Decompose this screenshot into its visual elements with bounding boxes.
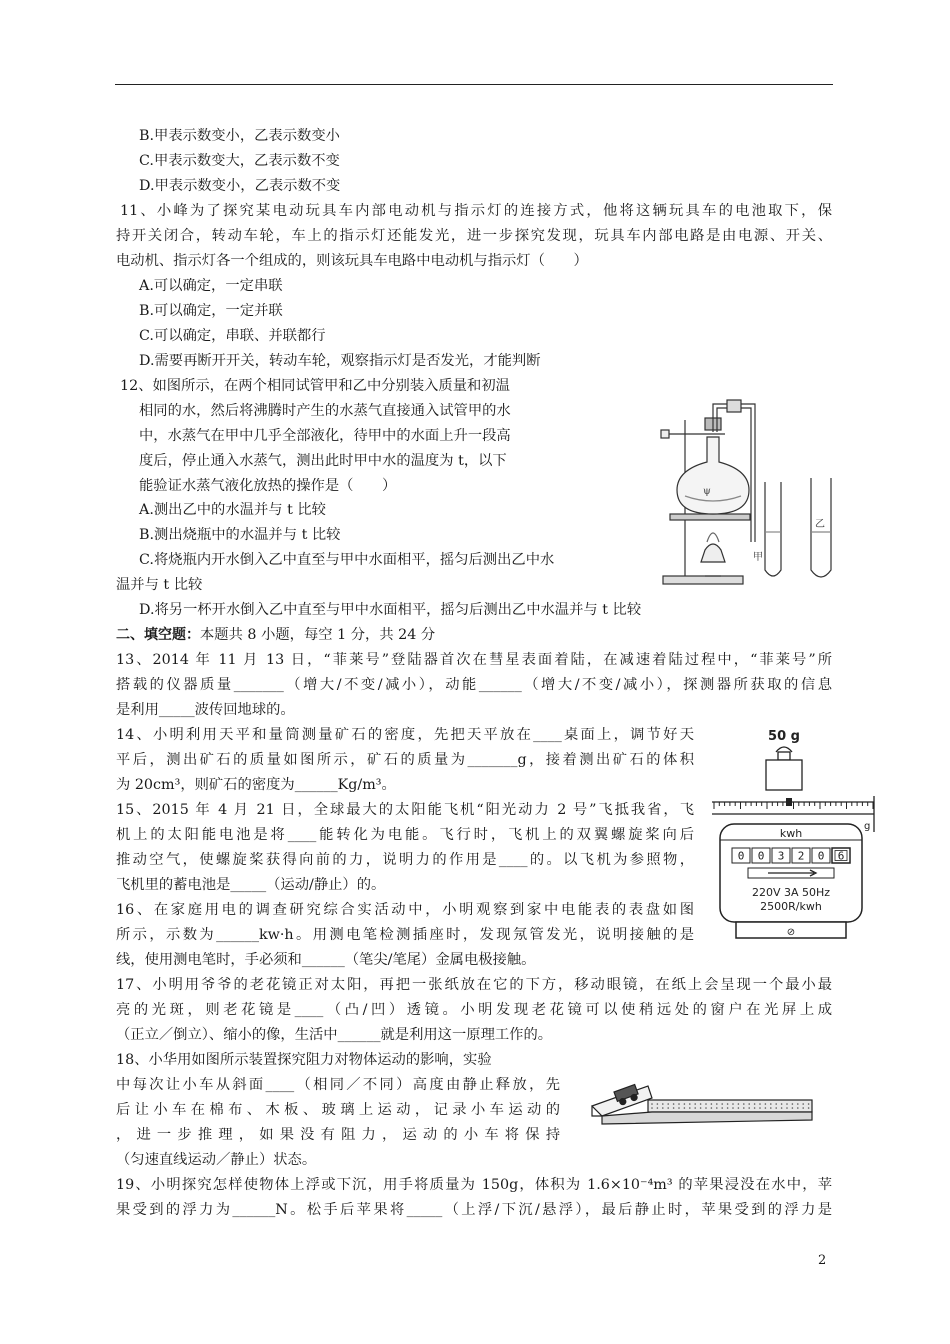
surface-texture-dot <box>673 1107 675 1109</box>
surface-texture-dot <box>770 1107 772 1109</box>
q12-option-b: B.测出烧瓶中的水温并与 t 比较 <box>139 527 341 543</box>
surface-texture-dot <box>759 1107 761 1109</box>
surface-texture-dot <box>765 1107 767 1109</box>
surface-texture-dot <box>667 1107 669 1109</box>
surface-texture-dot <box>651 1107 653 1109</box>
surface-texture-dot <box>797 1103 799 1105</box>
meter-digit: 2 <box>797 849 805 863</box>
surface-texture-dot <box>786 1107 788 1109</box>
surface-texture-dot <box>705 1107 707 1109</box>
surface-texture-dot <box>689 1107 691 1109</box>
surface-texture-dot <box>738 1107 740 1109</box>
section-2-heading <box>116 625 435 645</box>
surface-texture-dot <box>711 1107 713 1109</box>
surface-texture-dot <box>689 1103 691 1105</box>
surface-texture-dot <box>673 1103 675 1105</box>
surface-texture-dot <box>651 1103 653 1105</box>
meter-digit: 3 <box>777 849 785 863</box>
q13-line: 13、2014 年 11 月 13 日，“菲莱号”登陆器首次在彗星表面着陆，在减速着陆过程中，“菲莱号”所 <box>116 652 832 668</box>
q11-stem-line: 11、小峰为了探究某电动玩具车内部电动机与指示灯的连接方式，他将这辆玩具车的电池取下，保 <box>120 203 832 219</box>
q10-option-d: D.甲表示数变小，乙表示数不变 <box>139 178 341 194</box>
header-rule <box>115 84 833 85</box>
surface-texture-dot <box>738 1103 740 1105</box>
q12-stem-line: 能验证水蒸气液化放热的操作是（ ） <box>139 478 397 494</box>
surface-texture-dot <box>765 1103 767 1105</box>
surface-texture-dot <box>792 1107 794 1109</box>
q12-stem-line: 12、如图所示，在两个相同试管甲和乙中分别装入质量和初温 <box>120 378 510 394</box>
surface-texture-dot <box>775 1107 777 1109</box>
surface-texture-dot <box>770 1103 772 1105</box>
q15-line: 推动空气，使螺旋桨获得向前的力，说明力的作用是____的。以飞机为参照物， <box>116 852 694 868</box>
q14-line: 平后，测出矿石的质量如图所示，矿石的质量为_______g，接着测出矿石的体积 <box>116 752 694 768</box>
q13-line: 搭载的仪器质量_______（增大/不变/减小），动能______（增大/不变/减小），探测器所获取的信息 <box>116 677 832 693</box>
surface-texture-dot <box>781 1103 783 1105</box>
q12-option-c: C.将烧瓶内开水倒入乙中直至与甲中水面相平，摇匀后测出乙中水 <box>139 552 555 568</box>
surface-texture-dot <box>711 1103 713 1105</box>
surface-texture-dot <box>694 1103 696 1105</box>
surface-texture-dot <box>743 1103 745 1105</box>
svg-text:ψ: ψ <box>703 486 711 497</box>
surface-texture-dot <box>716 1103 718 1105</box>
surface-texture-dot <box>678 1107 680 1109</box>
surface-texture-dot <box>657 1103 659 1105</box>
q11-option-c: C.可以确定，串联、并联都行 <box>139 328 326 344</box>
surface-texture-dot <box>662 1107 664 1109</box>
q16-line: 16、在家庭用电的调查研究综合实活动中，小明观察到家中电能表的表盘如图 <box>116 902 694 918</box>
steam-apparatus-figure <box>645 392 840 588</box>
surface-texture-dot <box>775 1103 777 1105</box>
surface-texture-dot <box>759 1103 761 1105</box>
q11-option-a: A.可以确定，一定串联 <box>139 278 283 294</box>
q11-option-d: D.需要再断开开关，转动车轮，观察指示灯是否发光，才能判断 <box>139 353 541 369</box>
q18-line: 18、小华用如图所示装置探究阻力对物体运动的影响，实验 <box>116 1052 492 1068</box>
surface-texture-dot <box>754 1103 756 1105</box>
surface-texture-dot <box>700 1103 702 1105</box>
q13-line: 是利用_____波传回地球的。 <box>116 702 295 718</box>
q12-stem-line: 度后，停止通入水蒸气，测出此时甲中水的温度为 t，以下 <box>139 453 507 469</box>
q12-stem-line: 相同的水，然后将沸腾时产生的水蒸气直接通入试管甲的水 <box>139 403 511 419</box>
surface-texture-dot <box>732 1107 734 1109</box>
q15-line: 飞机里的蓄电池是_____（运动/静止）的。 <box>116 877 386 893</box>
surface-texture-dot <box>743 1107 745 1109</box>
surface-texture-dot <box>727 1103 729 1105</box>
meter-digit-decimal: 6 <box>837 849 845 863</box>
q17-line: 亮的光斑，则老花镜是____（凸/凹）透镜。小明发现老花镜可以使稍远处的窗户在光屏上成 <box>116 1002 832 1018</box>
surface-texture-dot <box>667 1103 669 1105</box>
surface-texture-dot <box>754 1107 756 1109</box>
surface-texture-dot <box>678 1103 680 1105</box>
section-2-title: 二、填空题： <box>116 627 200 643</box>
q18-line: 中每次让小车从斜面____（相同／不同）高度由静止释放，先 <box>116 1077 560 1093</box>
meter-disc-arrow-icon <box>748 868 834 878</box>
q14-line: 为 20cm³，则矿石的密度为______Kg/m³。 <box>116 777 396 793</box>
surface-texture-dot <box>684 1103 686 1105</box>
surface-texture-dot <box>808 1107 810 1109</box>
surface-texture-dot <box>700 1107 702 1109</box>
surface-texture-dot <box>662 1103 664 1105</box>
q19-line: 19、小明探究怎样使物体上浮或下沉，用手将质量为 150g，体积为 1.6×10⁻⁴m³ 的苹果浸没在水中，苹 <box>116 1177 832 1193</box>
meter-knob-icon: ⊘ <box>786 927 796 938</box>
q17-line: （正立／倒立）、缩小的像，生活中______就是利用这一原理工作的。 <box>116 1027 553 1043</box>
tube-b-label: 乙 <box>815 519 825 530</box>
section-2-desc: 本题共 8 小题，每空 1 分，共 24 分 <box>200 627 436 643</box>
q17-line: 17、小明用爷爷的老花镜正对太阳，再把一张纸放在它的下方，移动眼镜，在纸上会呈现一个最小最 <box>116 977 832 993</box>
q14-line: 14、小明利用天平和量筒测量矿石的密度，先把天平放在____桌面上，调节好天 <box>116 727 694 743</box>
surface-texture-dot <box>705 1103 707 1105</box>
surface-texture-dot <box>732 1103 734 1105</box>
balance-weight-figure <box>712 722 877 832</box>
surface-texture-dot <box>716 1107 718 1109</box>
surface-texture-dot <box>802 1107 804 1109</box>
q12-option-d: D.将另一杯开水倒入乙中直至与甲中水面相平，摇匀后测出乙中水温并与 t 比较 <box>139 602 642 618</box>
scale-unit-label: g <box>864 821 871 832</box>
meter-digit: 0 <box>757 849 765 863</box>
meter-digit: 0 <box>737 849 745 863</box>
surface-texture-dot <box>748 1103 750 1105</box>
q11-stem-line: 持开关闭合，转动车轮，车上的指示灯还能发光，进一步探究发现，玩具车内部电路是由电源、开关、 <box>116 228 832 244</box>
rider-marker <box>786 798 792 806</box>
q11-stem-line: 电动机、指示灯各一个组成的，则该玩具车电路中电动机与指示灯（ ） <box>116 253 588 269</box>
q12-stem-line: 中，水蒸气在甲中几乎全部液化，待甲中的水面上升一段高 <box>139 428 511 444</box>
q18-line: （匀速直线运动／静止）状态。 <box>116 1152 317 1168</box>
surface-texture-dot <box>786 1103 788 1105</box>
incline-cart-figure <box>588 1076 818 1136</box>
surface-texture-dot <box>694 1107 696 1109</box>
surface-texture-dot <box>721 1107 723 1109</box>
meter-spec-voltage: 220V 3A 50Hz <box>751 886 831 899</box>
tube-a-label: 甲 <box>753 552 763 563</box>
q10-option-c: C.甲表示数变大，乙表示数不变 <box>139 153 340 169</box>
q16-line: 所示，示数为______kw·h。用测电笔检测插座时，发现氖管发光，说明接触的是 <box>116 927 694 943</box>
q10-option-b: B.甲表示数变小，乙表示数变小 <box>139 128 340 144</box>
surface-texture-dot <box>808 1103 810 1105</box>
electric-meter-figure <box>718 821 871 942</box>
q18-line: 后让小车在棉布、木板、玻璃上运动，记录小车运动的 <box>116 1102 560 1118</box>
q19-line: 果受到的浮力为______N。松手后苹果将_____（上浮/下沉/悬浮），最后静止时，苹果受到的浮力是 <box>116 1202 832 1218</box>
meter-spec-rev: 2500R/kwh <box>760 900 822 913</box>
surface-texture-dot <box>727 1107 729 1109</box>
q18-line: ，进一步推理，如果没有阻力，运动的小车将保持 <box>116 1127 560 1143</box>
q11-option-b: B.可以确定，一定并联 <box>139 303 283 319</box>
surface-texture-dot <box>797 1107 799 1109</box>
meter-unit: kwh <box>779 827 803 840</box>
q15-line: 15、2015 年 4 月 21 日，全球最大的太阳能飞机“阳光动力 2 号”飞抵我省，飞 <box>116 802 694 818</box>
surface-texture-dot <box>748 1107 750 1109</box>
surface-texture-dot <box>802 1103 804 1105</box>
surface-texture-dot <box>684 1107 686 1109</box>
surface-texture-dot <box>657 1107 659 1109</box>
surface-texture-dot <box>781 1107 783 1109</box>
q12-option-a: A.测出乙中的水温并与 t 比较 <box>139 502 326 518</box>
meter-digit: 0 <box>817 849 825 863</box>
weight-label: 50 g <box>768 729 800 744</box>
q15-line: 机上的太阳能电池是将____能转化为电能。飞行时，飞机上的双翼螺旋桨向后 <box>116 827 694 843</box>
page-number: 2 <box>818 1253 827 1268</box>
q16-line: 线，使用测电笔时，手必须和______（笔尖/笔尾）金属电极接触。 <box>116 952 536 968</box>
surface-texture-dot <box>721 1103 723 1105</box>
surface-texture-dot <box>792 1103 794 1105</box>
q12-option-c-cont: 温并与 t 比较 <box>116 577 203 593</box>
